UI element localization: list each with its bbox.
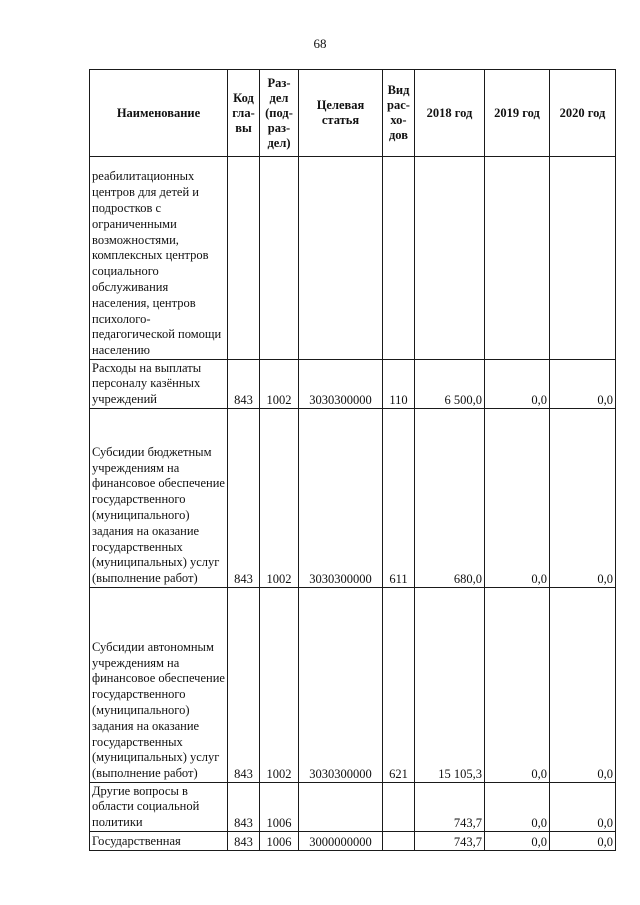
cell-section: 1002 bbox=[260, 409, 299, 588]
table-header-row bbox=[90, 70, 616, 157]
header-2019: 2019 год bbox=[485, 70, 550, 157]
cell-section bbox=[260, 157, 299, 360]
header-section: Раз-дел (под-раз-дел) bbox=[260, 70, 299, 157]
cell-target: 3030300000 bbox=[299, 360, 383, 409]
table-row bbox=[90, 409, 616, 588]
table-row bbox=[90, 832, 616, 851]
cell-section: 1006 bbox=[260, 832, 299, 851]
cell-name: Субсидии автономным учреждениям на финансовое обеспечение государственного (муниципального) задания на оказание государственных (муниципальных) услуг (выполнение работ) bbox=[90, 588, 228, 783]
cell-2019 bbox=[485, 157, 550, 360]
cell-2019: 0,0 bbox=[485, 783, 550, 832]
cell-chapter: 843 bbox=[228, 783, 260, 832]
cell-2018: 680,0 bbox=[415, 409, 485, 588]
cell-2019: 0,0 bbox=[485, 832, 550, 851]
cell-chapter: 843 bbox=[228, 409, 260, 588]
cell-2019: 0,0 bbox=[485, 588, 550, 783]
cell-2020: 0,0 bbox=[550, 588, 616, 783]
cell-2019: 0,0 bbox=[485, 409, 550, 588]
cell-2018: 743,7 bbox=[415, 832, 485, 851]
cell-chapter: 843 bbox=[228, 832, 260, 851]
cell-name: Субсидии бюджетным учреждениям на финансовое обеспечение государственного (муниципального) задания на оказание государственных (муниципальных) услуг (выполнение работ) bbox=[90, 409, 228, 588]
cell-2019: 0,0 bbox=[485, 360, 550, 409]
table-row bbox=[90, 360, 616, 409]
cell-chapter: 843 bbox=[228, 360, 260, 409]
cell-name: Другие вопросы в области социальной политики bbox=[90, 783, 228, 832]
cell-section: 1002 bbox=[260, 360, 299, 409]
cell-2020: 0,0 bbox=[550, 360, 616, 409]
cell-target: 3000000000 bbox=[299, 832, 383, 851]
cell-name: реабилитационных центров для детей и подростков с ограниченными возможностями, комплексных центров социального обслуживания населения, центров психолого-педагогической помощи населению bbox=[90, 157, 228, 360]
header-target: Целевая статья bbox=[299, 70, 383, 157]
table-row bbox=[90, 783, 616, 832]
cell-2018 bbox=[415, 157, 485, 360]
table-row bbox=[90, 157, 616, 360]
budget-table bbox=[89, 69, 616, 851]
table-row bbox=[90, 588, 616, 783]
cell-expense-type bbox=[383, 783, 415, 832]
cell-section: 1002 bbox=[260, 588, 299, 783]
cell-target bbox=[299, 783, 383, 832]
cell-expense-type: 621 bbox=[383, 588, 415, 783]
header-chapter: Код гла-вы bbox=[228, 70, 260, 157]
cell-2018: 743,7 bbox=[415, 783, 485, 832]
cell-2018: 15 105,3 bbox=[415, 588, 485, 783]
cell-chapter bbox=[228, 157, 260, 360]
cell-2018: 6 500,0 bbox=[415, 360, 485, 409]
cell-expense-type: 110 bbox=[383, 360, 415, 409]
cell-target: 3030300000 bbox=[299, 409, 383, 588]
cell-2020 bbox=[550, 157, 616, 360]
cell-section: 1006 bbox=[260, 783, 299, 832]
cell-name: Государственная bbox=[90, 832, 228, 851]
cell-2020: 0,0 bbox=[550, 783, 616, 832]
cell-2020: 0,0 bbox=[550, 409, 616, 588]
header-2020: 2020 год bbox=[550, 70, 616, 157]
cell-target bbox=[299, 157, 383, 360]
cell-name: Расходы на выплаты персоналу казённых учреждений bbox=[90, 360, 228, 409]
cell-2020: 0,0 bbox=[550, 832, 616, 851]
header-name: Наименование bbox=[90, 70, 228, 157]
cell-target: 3030300000 bbox=[299, 588, 383, 783]
cell-expense-type bbox=[383, 832, 415, 851]
header-expense-type: Вид рас-хо-дов bbox=[383, 70, 415, 157]
cell-expense-type bbox=[383, 157, 415, 360]
cell-chapter: 843 bbox=[228, 588, 260, 783]
cell-expense-type: 611 bbox=[383, 409, 415, 588]
header-2018: 2018 год bbox=[415, 70, 485, 157]
page-number: 68 bbox=[313, 36, 327, 51]
